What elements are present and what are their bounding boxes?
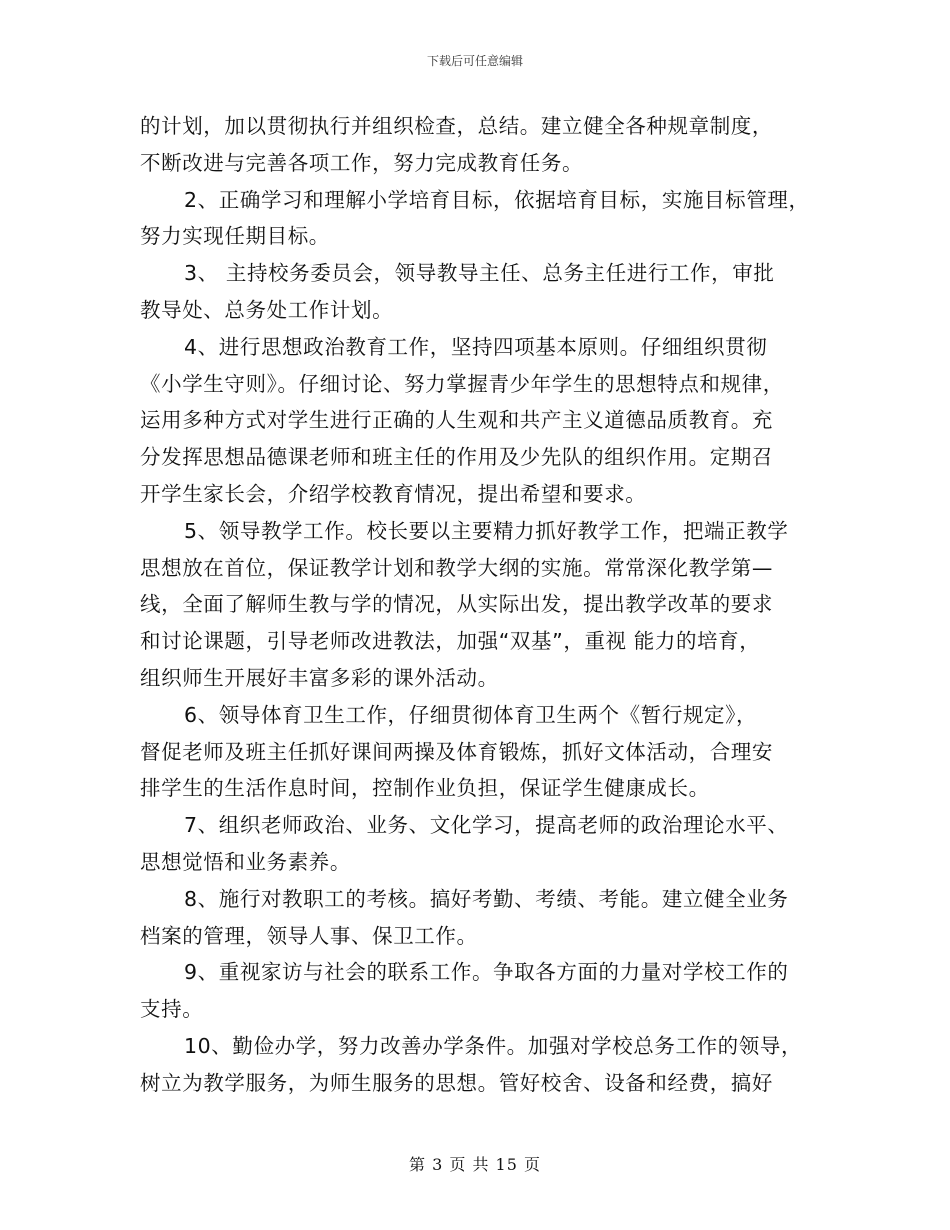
- text-line: 组织师生开展好丰富多彩的课外活动。: [140, 665, 499, 690]
- text-line: 8、施行对教职工的考核。搞好考勤、考绩、考能。建立健全业务: [184, 886, 789, 911]
- text-line: 树立为教学服务，为师生服务的思想。管好校舍、设备和经费，搞好: [140, 1070, 773, 1095]
- text-line: 排学生的生活作息时间，控制作业负担，保证学生健康成长。: [140, 776, 710, 801]
- paragraph-7: [140, 807, 815, 881]
- page-footer: 第 3 页 共 15 页: [409, 1155, 541, 1174]
- text-line: 思想觉悟和业务素养。: [140, 849, 351, 874]
- text-line: 教导处、总务处工作计划。: [140, 297, 394, 322]
- paragraph-2: [140, 182, 815, 256]
- text-line: 5、领导教学工作。校长要以主要精力抓好教学工作，把端正教学: [184, 518, 789, 543]
- paragraph-9: [140, 954, 815, 1028]
- text-line: 4、进行思想政治教育工作，坚持四项基本原则。仔细组织贯彻: [184, 334, 768, 359]
- text-line: 6、领导体育卫生工作，仔细贯彻体育卫生两个《暂行规定》，: [184, 702, 758, 727]
- text-line: 2、正确学习和理解小学培育目标，依据培育目标，实施目标管理，: [184, 187, 810, 212]
- paragraph-3: [140, 255, 815, 329]
- text-line: 开学生家长会，介绍学校教育情况，提出希望和要求。: [140, 481, 647, 506]
- text-line: 档案的管理，领导人事、保卫工作。: [140, 923, 478, 948]
- text-line: 运用多种方式对学生进行正确的人生观和共产主义道德品质教育。充: [140, 408, 773, 433]
- text-line: 思想放在首位，保证教学计划和教学大纲的实施。常常深化教学第—: [140, 555, 773, 580]
- text-line: 《小学生守则》。仔细讨论、努力掌握青少年学生的思想特点和规律，: [140, 371, 784, 396]
- text-line: 线，全面了解师生教与学的情况，从实际出发，提出教学改革的要求: [140, 592, 773, 617]
- paragraph-8: [140, 881, 815, 955]
- paragraph-4: [140, 329, 815, 513]
- text-line: 支持。: [140, 997, 204, 1022]
- text-line: 3、 主持校务委员会，领导教导主任、总务主任进行工作，审批: [184, 261, 775, 286]
- text-line: 不断改进与完善各项工作，努力完成教育任务。: [140, 150, 584, 175]
- paragraph-1: [140, 108, 815, 182]
- paragraph-5: [140, 513, 815, 697]
- text-line: 7、组织老师政治、业务、文化学习，提高老师的政治理论水平、: [184, 813, 789, 838]
- document-body: [140, 108, 815, 1102]
- text-line: 督促老师及班主任抓好课间两操及体育锻炼，抓好文体活动，合理安: [140, 739, 773, 764]
- text-line: 9、重视家访与社会的联系工作。争取各方面的力量对学校工作的: [184, 960, 789, 985]
- text-line: 10、勤俭办学，努力改善办学条件。加强对学校总务工作的领导，: [184, 1033, 803, 1058]
- paragraph-6: [140, 697, 815, 807]
- text-line: 分发挥思想品德课老师和班主任的作用及少先队的组织作用。定期召: [140, 445, 773, 470]
- text-line: 和讨论课题，引导老师改进教法，加强“双基”，重视 能力的培育，: [140, 629, 761, 654]
- page-header: 下载后可任意编辑: [426, 54, 523, 68]
- text-line: 努力实现任期目标。: [140, 224, 330, 249]
- paragraph-10: [140, 1028, 815, 1102]
- text-line: 的计划，加以贯彻执行并组织检查，总结。建立健全各种规章制度，: [140, 114, 773, 138]
